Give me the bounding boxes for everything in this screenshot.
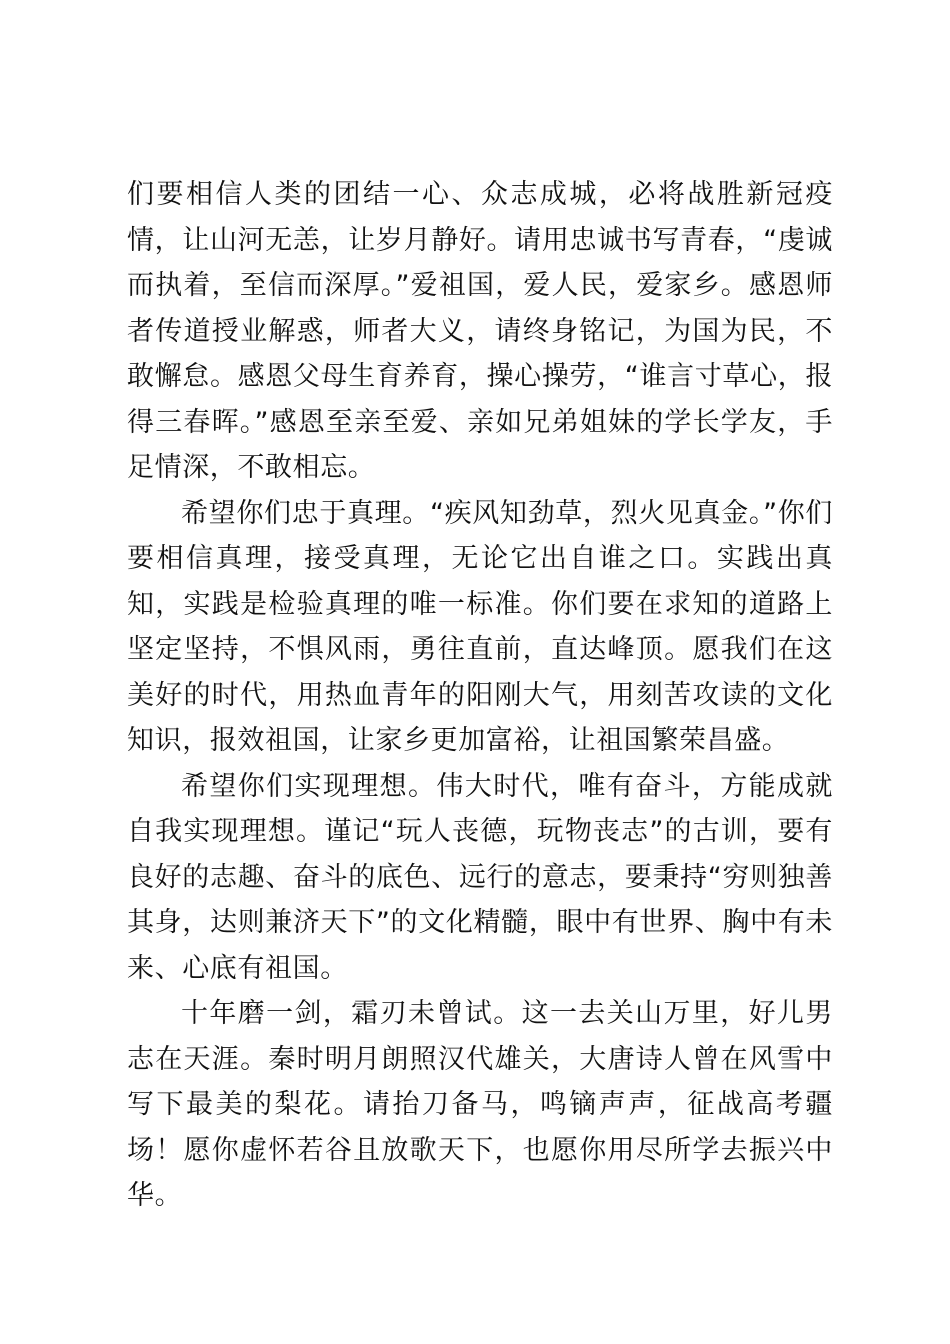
document-body <box>127 172 833 1219</box>
paragraph-truth: 希望你们忠于真理。“疾风知劲草，烈火见真金。”你们要相信真理，接受真理，无论它出自谁之口。实践出真知，实践是检验真理的唯一标准。你们要在求知的道路上坚定坚持，不惧风雨，勇往直前，直达峰顶。愿我们在这美好的时代，用热血青年的阳刚大气，用刻苦攻读的文化知识，报效祖国，让家乡更加富裕，让祖国繁荣昌盛。 <box>127 497 833 756</box>
paragraph-continued: 们要相信人类的团结一心、众志成城，必将战胜新冠疫情，让山河无恙，让岁月静好。请用忠诚书写青春，“虔诚而执着，至信而深厚。”爱祖国，爱人民，爱家乡。感恩师者传道授业解惑，师者大义，请终身铭记，为国为民，不敢懈怠。感恩父母生育养育，操心操劳，“谁言寸草心，报得三春晖。”感恩至亲至爱、亲如兄弟姐妹的学长学友，手足情深，不敢相忘。 <box>127 179 833 483</box>
paragraph-ideals: 希望你们实现理想。伟大时代，唯有奋斗，方能成就自我实现理想。谨记“玩人丧德，玩物丧志”的古训，要有良好的志趣、奋斗的底色、远行的意志，要秉持“穷则独善其身，达则兼济天下”的文化精髓，眼中有世界、胸中有未来、心底有祖国。 <box>127 770 833 984</box>
paragraph-closing: 十年磨一剑，霜刃未曾试。这一去关山万里，好儿男志在天涯。秦时明月朗照汉代雄关，大唐诗人曾在风雪中写下最美的梨花。请抬刀备马，鸣镝声声，征战高考疆场！愿你虚怀若谷且放歌天下，也愿你用尽所学去振兴中华。 <box>127 998 833 1211</box>
